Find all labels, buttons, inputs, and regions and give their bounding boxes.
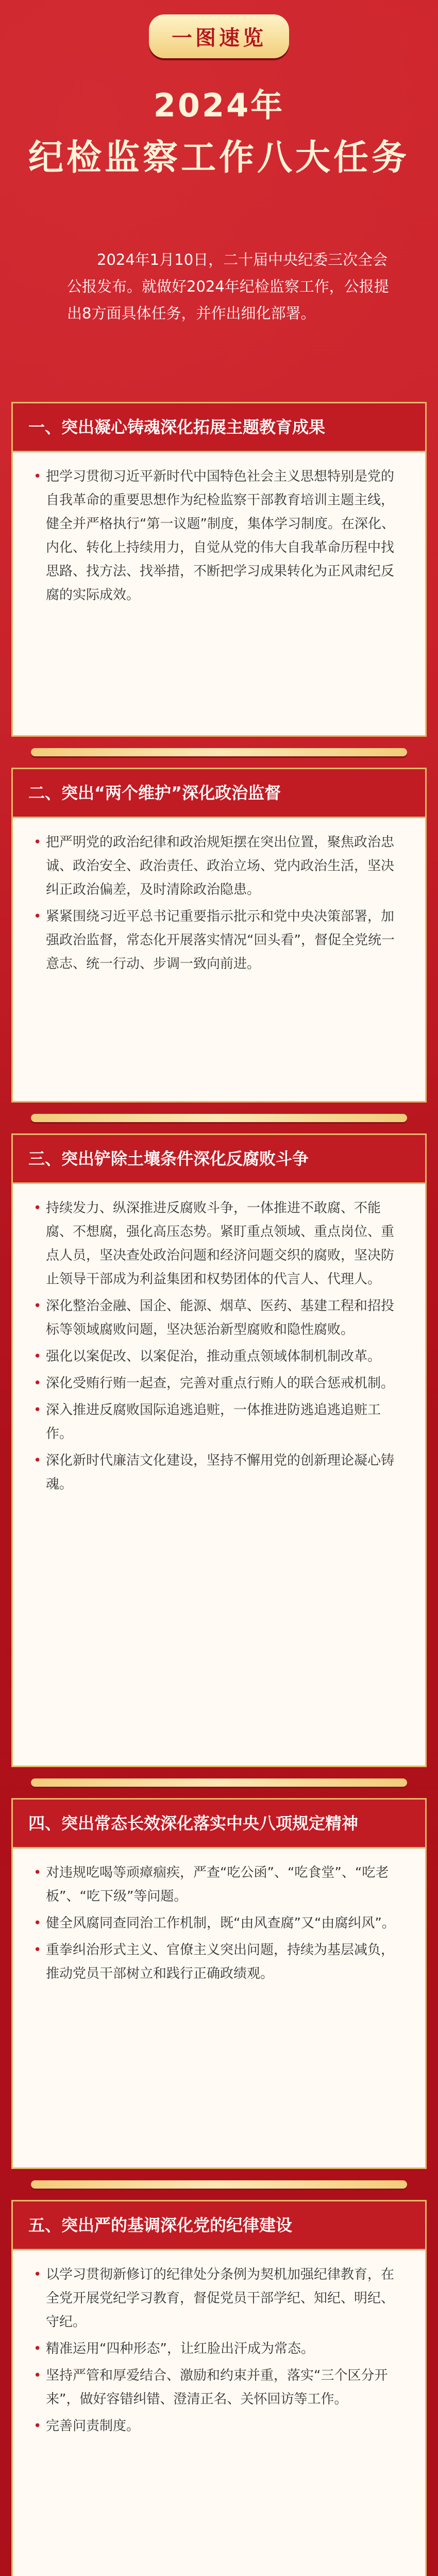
section-bullet: • 紧紧围绕习近平总书记重要指示批示和党中央决策部署，加强政治监督，常态化开展落实情况“回头看”，督促全党统一意志、统一行动、步调一致向前进。 <box>33 905 405 976</box>
section-card-4 <box>11 1798 427 2169</box>
divider-ribbon <box>31 748 407 756</box>
title-main: 纪检监察工作八大任务 <box>28 138 410 178</box>
section-card-3 <box>11 1133 427 1767</box>
section-bullet: • 健全风腐同查同治工作机制，既“由风查腐”又“由腐纠风”。 <box>33 1911 405 1935</box>
section-bullet: • 完善问责制度。 <box>33 2414 405 2438</box>
section-divider <box>0 2164 438 2205</box>
section-bullet: • 深入推进反腐败国际追逃追赃，一体推进防逃追逃追赃工作。 <box>33 1398 405 1446</box>
section-bullet: • 把学习贯彻习近平新时代中国特色社会主义思想特别是党的自我革命的重要思想作为纪检监察干部教育培训主题主线，健全并严格执行“第一议题”制度，集体学习制度。在深化、内化、转化上持续用力，自觉从党的伟大自我革命历程中找思路、找方法、找举措，不断把学习成果转化为正风肃纪反腐的实际成效。 <box>33 465 405 607</box>
section-bullet: • 坚持严管和厚爱结合、激励和约束并重，落实“三个区分开来”，做好容错纠错、澄清正名、关怀回访等工作。 <box>33 2364 405 2411</box>
section-title: 五、突出严的基调深化党的纪律建设 <box>13 2201 425 2250</box>
section-title: 一、突出凝心铸魂深化拓展主题教育成果 <box>13 403 425 452</box>
divider-ribbon <box>31 1778 407 1787</box>
section-card-2 <box>11 768 427 1103</box>
divider-ribbon <box>31 1114 407 1122</box>
section-body <box>13 2250 425 2455</box>
section-bullet: • 以学习贯彻新修订的纪律处分条例为契机加强纪律教育，在全党开展党纪学习教育，督促党员干部学纪、知纪、明纪、守纪。 <box>33 2263 405 2334</box>
section-bullet: • 持续发力、纵深推进反腐败斗争，一体推进不敢腐、不能腐、不想腐，强化高压态势。紧盯重点领域、重点岗位、重点人员，坚决查处政治问题和经济问题交织的腐败，坚决防止领导干部成为利益集团和权势团体的代言人、代理人。 <box>33 1196 405 1291</box>
section-divider <box>0 732 438 773</box>
header-badge: 一图速览 <box>149 14 289 58</box>
intro-text: 2024年1月10日，二十届中央纪委三次全会公报发布。就做好2024年纪检监察工作，公报提出8方面具体任务，并作出细化部署。 <box>67 251 389 322</box>
section-bullet: • 对违规吃喝等顽瘴痼疾，严查“吃公函”、“吃食堂”、“吃老板”、“吃下级”等问题。 <box>33 1861 405 1908</box>
section-card-1 <box>11 402 427 737</box>
section-bullet: • 强化以案促改、以案促治，推动重点领域体制机制改革。 <box>33 1345 405 1368</box>
section-bullet: • 重拳纠治形式主义、官僚主义突出问题，持续为基层减负，推动党员干部树立和践行正确政绩观。 <box>33 1938 405 1986</box>
section-divider <box>0 1097 438 1139</box>
section-title: 四、突出常态长效深化落实中央八项规定精神 <box>13 1800 425 1849</box>
section-title: 二、突出“两个维护”深化政治监督 <box>13 769 425 818</box>
section-bullet: • 深化新时代廉洁文化建设，坚持不懈用党的创新理论凝心铸魂。 <box>33 1449 405 1496</box>
section-divider <box>0 1762 438 1803</box>
section-bullet: • 精准运用“四种形态”，让红脸出汗成为常态。 <box>33 2337 405 2361</box>
section-body <box>13 818 425 993</box>
section-body <box>13 1184 425 1514</box>
page-title <box>0 80 438 180</box>
section-card-5 <box>11 2200 427 2576</box>
section-body <box>13 452 425 624</box>
section-bullet: • 深化受贿行贿一起查，完善对重点行贿人的联合惩戒机制。 <box>33 1371 405 1395</box>
section-bullet: • 把严明党的政治纪律和政治规矩摆在突出位置，聚焦政治忠诚、政治安全、政治责任、政治立场、党内政治生活，坚决纠正政治偏差，及时清除政治隐患。 <box>33 831 405 902</box>
section-title: 三、突出铲除土壤条件深化反腐败斗争 <box>13 1135 425 1184</box>
badge-wrap <box>0 14 438 58</box>
title-year: 2024年 <box>153 87 285 124</box>
section-bullet: • 深化整治金融、国企、能源、烟草、医药、基建工程和招投标等领域腐败问题，坚决惩治新型腐败和隐性腐败。 <box>33 1294 405 1342</box>
divider-ribbon <box>31 2180 407 2189</box>
section-body <box>13 1849 425 2003</box>
